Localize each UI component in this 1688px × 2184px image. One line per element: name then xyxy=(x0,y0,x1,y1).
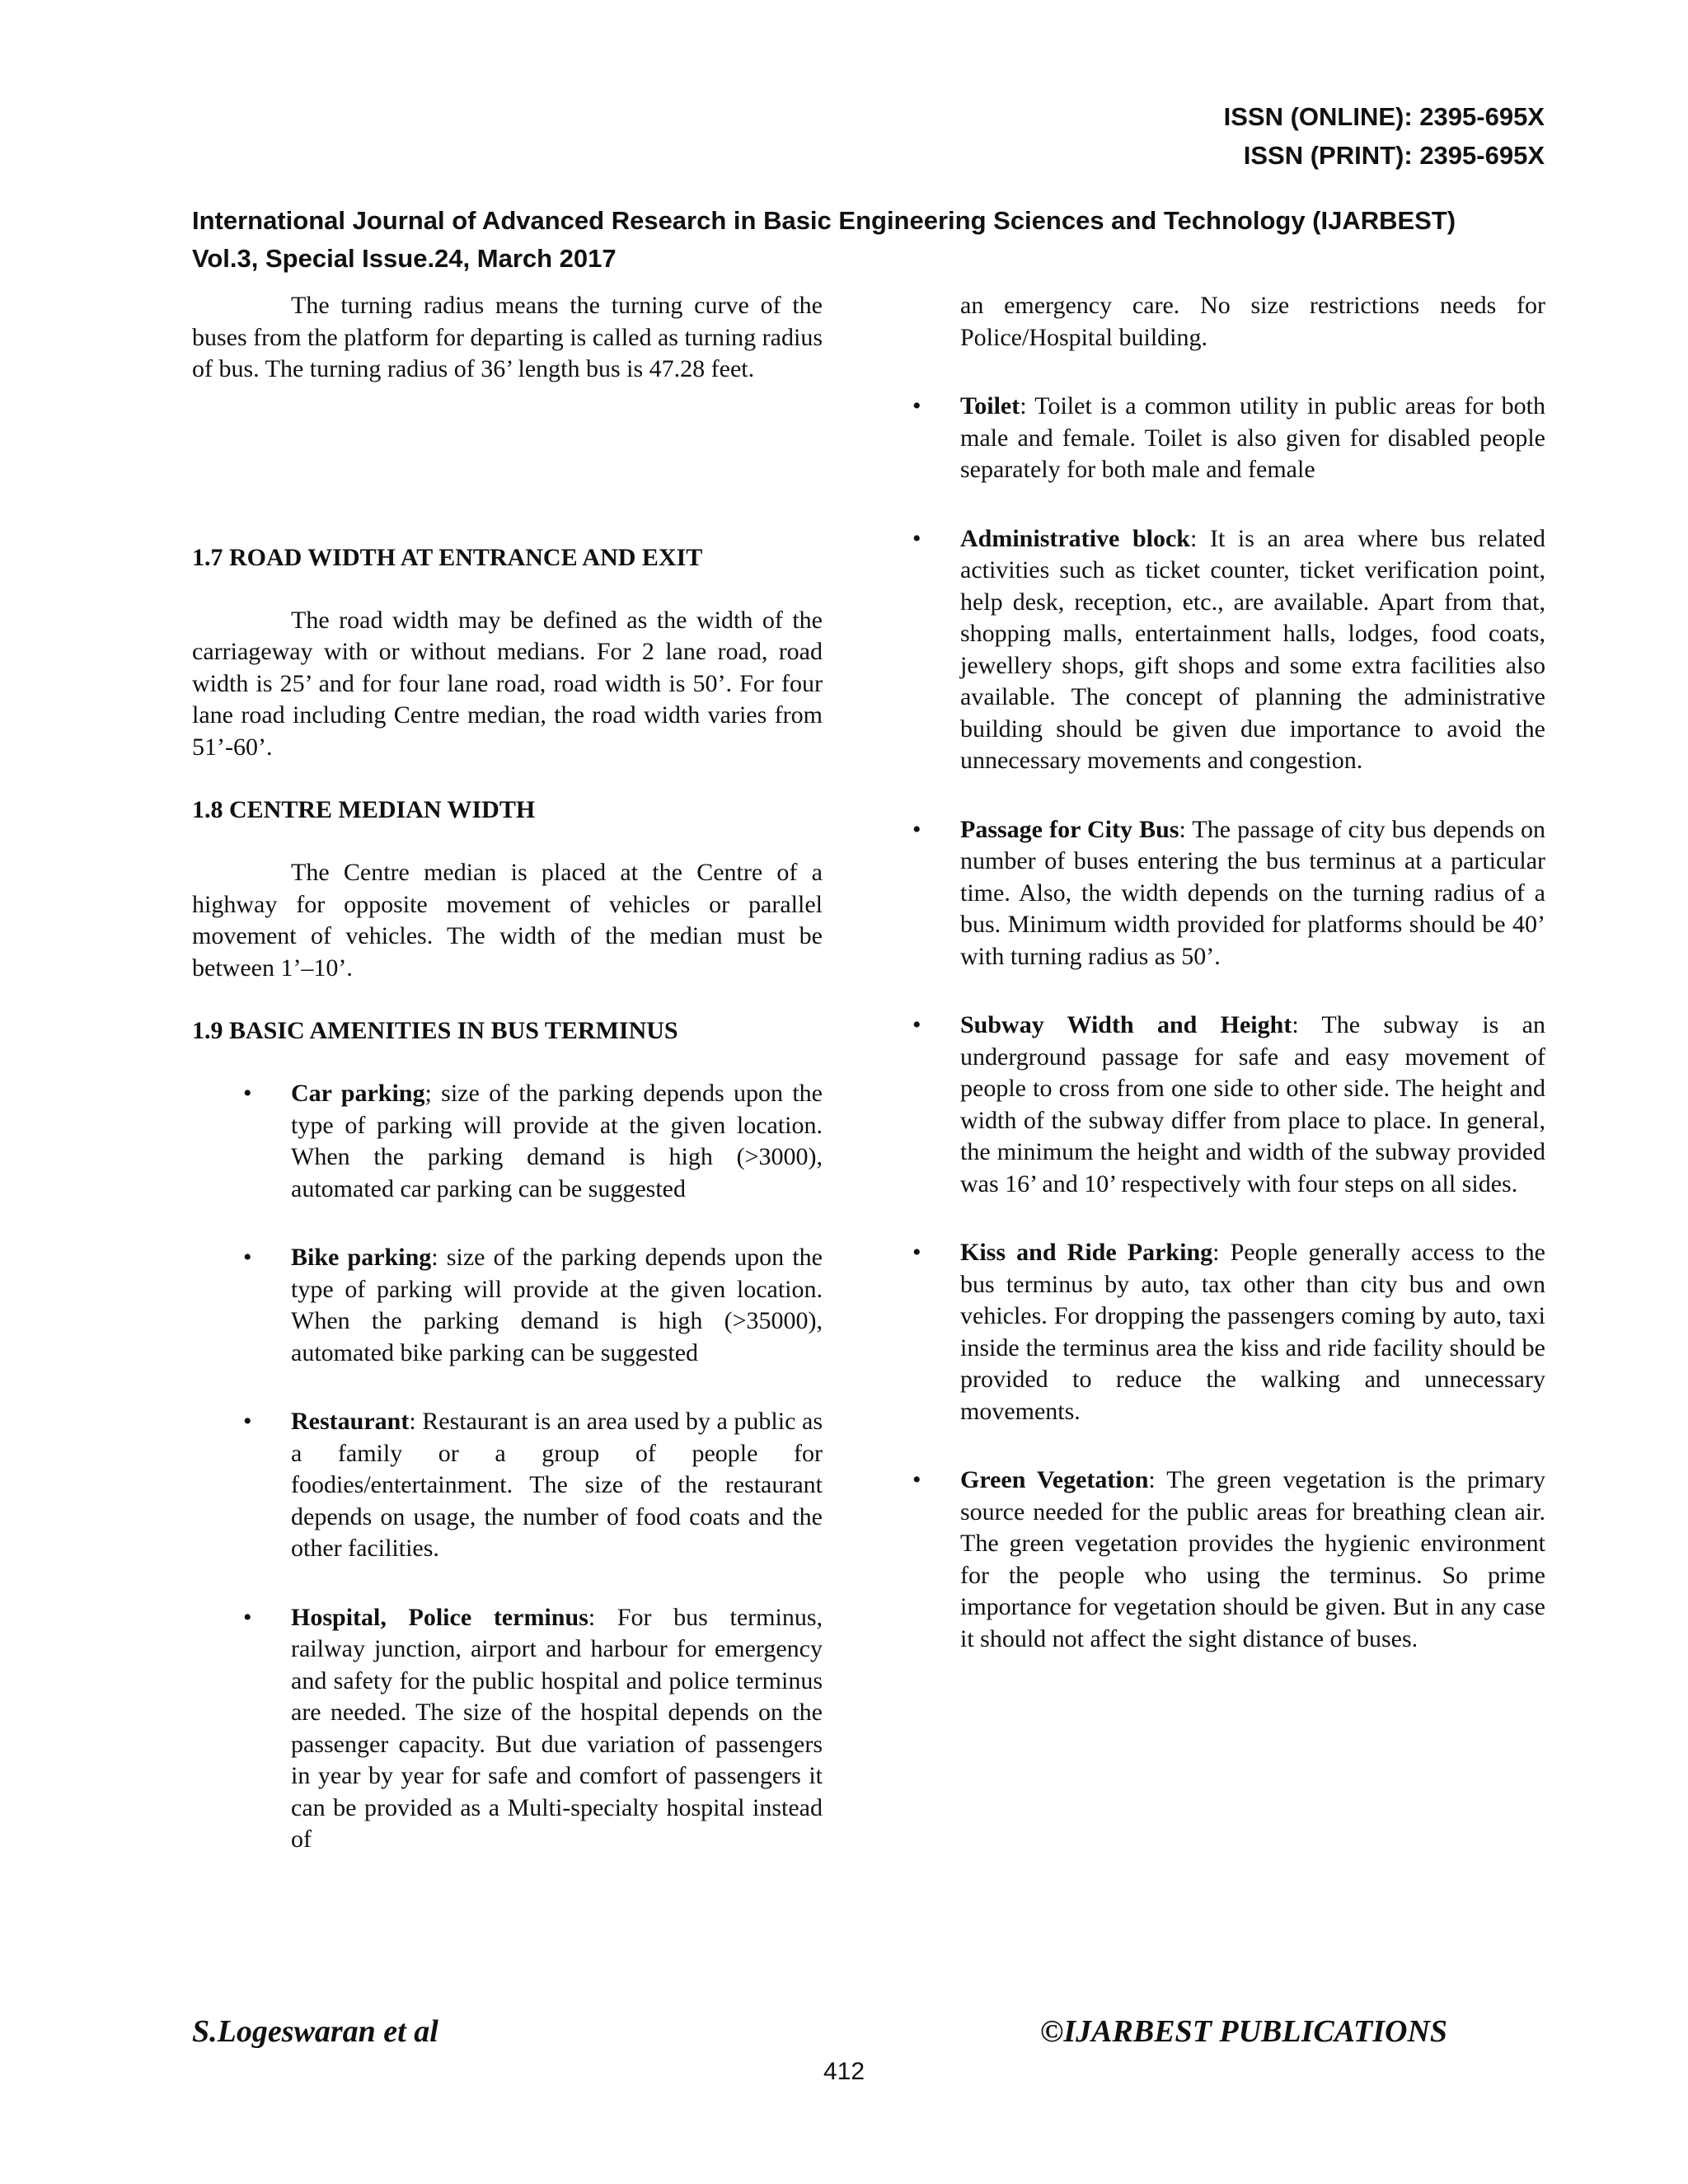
list-item xyxy=(243,1242,823,1369)
amenities-list-left xyxy=(243,1078,823,1856)
bullet-icon: • xyxy=(243,1080,252,1107)
item-term: Kiss and Ride Parking xyxy=(960,1239,1213,1266)
bullet-icon: • xyxy=(243,1244,252,1271)
item-term: Hospital, Police terminus xyxy=(291,1603,588,1631)
bullet-icon: • xyxy=(243,1408,252,1435)
list-item xyxy=(912,1237,1545,1427)
bullet-icon: • xyxy=(912,1466,921,1493)
footer-author: S.Logeswaran et al xyxy=(192,2014,438,2049)
issn-block xyxy=(1224,97,1545,175)
page-number: 412 xyxy=(823,2058,865,2085)
issn-online: ISSN (ONLINE): 2395-695X xyxy=(1223,102,1545,131)
item-term: Passage for City Bus xyxy=(960,815,1179,843)
item-text: : size of the parking depends upon the type of parking will provide at the given location. When the parking demand is high (>35000), automated bike parking can be suggested xyxy=(291,1244,823,1366)
item-term: Restaurant xyxy=(291,1408,410,1435)
bullet-icon: • xyxy=(912,815,921,843)
heading-basic-amenities: 1.9 BASIC AMENITIES IN BUS TERMINUS xyxy=(192,1017,678,1044)
item-text: : The passage of city bus depends on number of buses entering the bus terminus at a particular time. Also, the width depends on the turning radius of a bus. Minimum width provided for platforms should be 40’ with turning radius as 50’. xyxy=(960,815,1546,970)
item-term: Administrative block xyxy=(960,524,1190,552)
list-item xyxy=(912,391,1545,486)
item-term: Subway Width and Height xyxy=(960,1011,1292,1038)
journal-header xyxy=(192,202,1552,278)
item-text: : The subway is an underground passage for safe and easy movement of people to cross from one side to other side. The height and width of the subway differ from place to place. In general, the minimum the height and width of the subway provided was 16’ and 10’ respectively with four steps on all sides. xyxy=(960,1011,1545,1197)
bullet-icon: • xyxy=(243,1603,252,1631)
list-item xyxy=(912,1010,1545,1200)
item-text: : Toilet is a common utility in public areas for both male and female. Toilet is also given for disabled people separately for both male and female xyxy=(960,392,1545,483)
item-term: Bike parking xyxy=(291,1244,432,1271)
list-item xyxy=(912,814,1546,973)
item-term: Toilet xyxy=(960,392,1020,419)
list-item xyxy=(912,1465,1545,1655)
item-text: : It is an area where bus related activities such as ticket counter, ticket verification point, help desk, reception, etc., are available. Apart from that, shopping malls, entertainment halls, lodges, food coats, jewellery shops, gift shops and some extra facilities also available. The concept of planning the administrative building should be given due importance to avoid the unnecessary movements and congestion. xyxy=(960,524,1545,774)
amenities-list-right xyxy=(912,391,1546,1655)
list-item xyxy=(243,1602,823,1856)
paragraph-continuation: an emergency care. No size restrictions needs for Police/Hospital building. xyxy=(960,292,1545,351)
footer-publisher: ©IJARBEST PUBLICATIONS xyxy=(1040,2014,1448,2049)
bullet-icon: • xyxy=(912,524,921,552)
bullet-icon: • xyxy=(912,1011,921,1038)
heading-centre-median: 1.8 CENTRE MEDIAN WIDTH xyxy=(192,796,536,823)
paragraph-centre-median: The Centre median is placed at the Centre of a highway for opposite movement of vehicles or parallel movement of vehicles. The width of the median must be between 1’–10’. xyxy=(192,859,823,982)
heading-road-width: 1.7 ROAD WIDTH AT ENTRANCE AND EXIT xyxy=(192,543,703,571)
item-text: : The green vegetation is the primary source needed for the public areas for breathing clean air. The green vegetation provides the hygienic environment for the people who using the terminus. So prime importance for vegetation should be given. But in any case it should not affect the sight distance of buses. xyxy=(960,1466,1545,1652)
list-item xyxy=(243,1406,823,1565)
item-text: ; size of the parking depends upon the type of parking will provide at the given location. When the parking demand is high (>3000), automated car parking can be suggested xyxy=(291,1080,823,1202)
list-item xyxy=(912,523,1545,777)
bullet-icon: • xyxy=(912,392,921,419)
item-text: : For bus terminus, railway junction, airport and harbour for emergency and safety for the public hospital and police terminus are needed. The size of the hospital depends on the passenger capacity. But due variation of passengers in year by year for safe and comfort of passengers it can be provided as a Multi-specialty hospital instead of xyxy=(291,1603,823,1853)
right-column xyxy=(912,290,1546,1655)
item-term: Car parking xyxy=(291,1080,425,1107)
item-text: : People generally access to the bus terminus by auto, tax other than city bus and own vehicles. For dropping the passengers coming by auto, taxi inside the terminus area the kiss and ride facility should be provided to reduce the walking and unnecessary movements. xyxy=(960,1239,1545,1425)
bullet-icon: • xyxy=(912,1239,921,1266)
list-item xyxy=(243,1078,823,1205)
journal-volume: Vol.3, Special Issue.24, March 2017 xyxy=(192,244,617,273)
journal-title: International Journal of Advanced Research in Basic Engineering Sciences and Technology (IJARBEST) xyxy=(192,206,1456,235)
left-column xyxy=(192,290,823,1856)
issn-print: ISSN (PRINT): 2395-695X xyxy=(1243,141,1545,170)
paragraph-turning-radius: The turning radius means the turning curve of the buses from the platform for departing is called as turning radius of bus. The turning radius of 36’ length bus is 47.28 feet. xyxy=(192,292,823,382)
paragraph-road-width: The road width may be defined as the width of the carriageway with or without medians. For 2 lane road, road width is 25’ and for four lane road, road width is 50’. For four lane road including Centre median, the road width varies from 51’-60’. xyxy=(192,606,823,761)
item-text: : Restaurant is an area used by a public as a family or a group of people for foodies/entertainment. The size of the restaurant depends on usage, the number of food coats and the other facilities. xyxy=(291,1408,823,1562)
item-term: Green Vegetation xyxy=(960,1466,1149,1493)
